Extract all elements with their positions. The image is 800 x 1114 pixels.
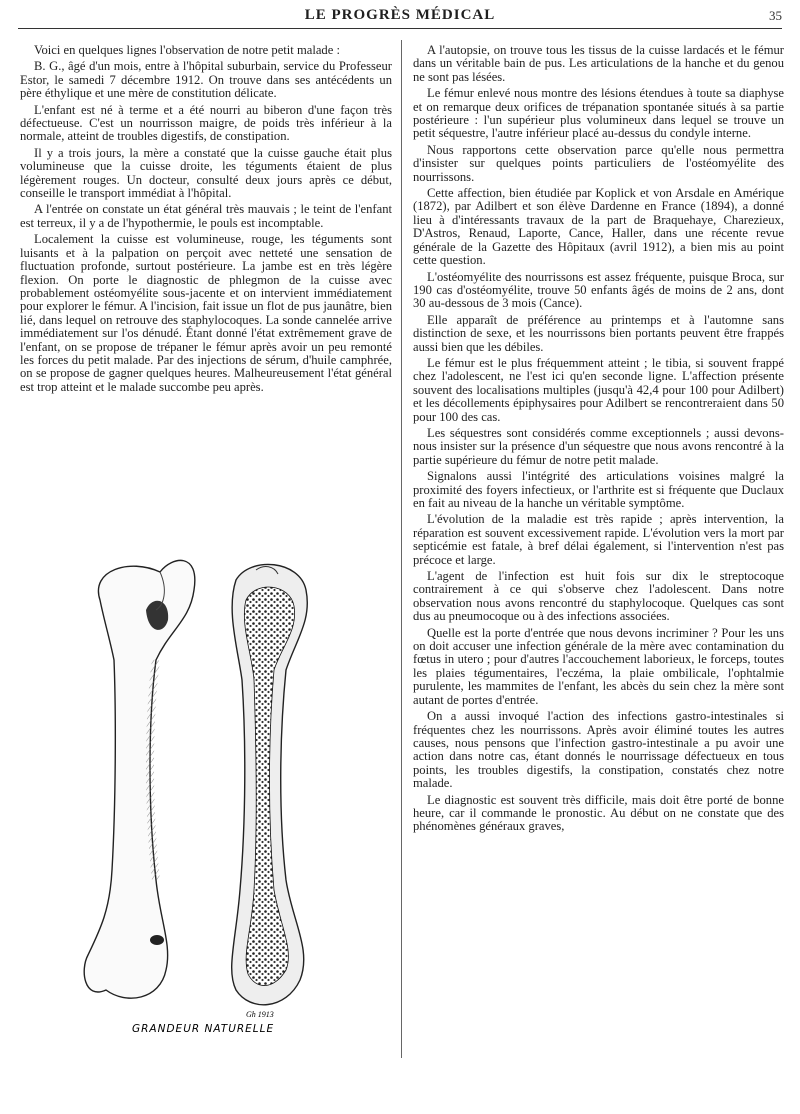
journal-title: LE PROGRÈS MÉDICAL: [304, 7, 496, 23]
artist-signature: Gh 1913: [246, 1010, 274, 1019]
paragraph: L'enfant est né à terme et a été nourri au biberon d'une façon très défectueuse. C'est un nourrisson maigre, de poids très inférieur à la normale, atteint de troubles digestifs, de constipation.: [20, 102, 392, 144]
paragraph: L'évolution de la maladie est très rapide ; après intervention, la réparation est souvent excessivement rapide. L'évolution vers la mort par septicémie est fatale, à bref délai également, si l'intervention n'est pas précoce et large.: [413, 512, 784, 567]
paragraph: Localement la cuisse est volumineuse, rouge, les téguments sont luisants et à la palpation on perçoit avec netteté une sensation de fluctuation profonde, surtout postérieure. La jambe est en très légère flexion. On porte le diagnostic de phlegmon de la cuisse avec probablement ostéomyélite sous-jacente et on intervient immédiatement pour explorer le fémur. A l'incision, fait issue un flot de pus jaunâtre, bien lié, dans lequel on retrouve des staphylocoques. La sonde cannelée arrive immédiatement sur l'os dénudé. Étant donné l'état extrêmement grave de l'enfant, on se propose de trépaner le fémur après avoir un peu remonté les forces du petit malade. Par des injections de sérum, d'huile camphrée, on se propose de gagner quelques heures. Malheureusement l'état général est trop atteint et le malade succombe peu après.: [20, 232, 392, 394]
paragraph: Le fémur enlevé nous montre des lésions étendues à toute sa diaphyse et on remarque deux orifices de trépanation spontanée situés à sa partie postérieure : l'un supérieur plus volumineux dans lequel se trouve un petit séquestre, l'autre inférieur placé au-dessus du condyle interne.: [413, 86, 784, 141]
paragraph: L'ostéomyélite des nourrissons est assez fréquente, puisque Broca, sur 190 cas d'ostéomyélite, trouve 50 enfants âgés de moins de 2 ans, dont 30 au-dessous de 3 mois (Cance).: [413, 269, 784, 311]
femur-section-view: [232, 564, 308, 1004]
femur-exterior-view: [84, 560, 195, 998]
paragraph: A l'entrée on constate un état général très mauvais ; le teint de l'enfant est terreux, il y a de l'hypothermie, le pouls est incomptable.: [20, 202, 392, 230]
paragraph: Voici en quelques lignes l'observation de notre petit malade :: [34, 43, 340, 57]
page-number: 35: [769, 8, 782, 23]
paragraph: Quelle est la porte d'entrée que nous devons incriminer ? Pour les uns on doit accuser une infection générale de la mère avec contamination du fœtus in utero ; pour d'autres l'accouchement laborieux, le forceps, toutes les plaies tégumentaires, l'eczéma, la plaie ombilicale, l'ophtalmie purulente, les mammites de l'enfant, les abcès du sein chez la mère sont autant de portes d'entrée.: [413, 625, 784, 707]
paragraph: B. G., âgé d'un mois, entre à l'hôpital suburbain, service du Professeur Estor, le samedi 7 décembre 1912. On trouve dans ses antécédents un père éthylique et une mère de constitution délicate.: [20, 59, 392, 101]
femur-illustration: [60, 550, 380, 1040]
paragraph: Signalons aussi l'intégrité des articulations voisines malgré la proximité des foyers infectieux, or l'arthrite est si fréquente que Duclaux en fait au niveau de la hanche un véritable symptôme.: [413, 469, 784, 510]
paragraph: On a aussi invoqué l'action des infections gastro-intestinales si fréquentes chez les nourrissons. Après avoir éliminé toutes les autres causes, nous pensons que l'infection gastro-intestinale a pu avoir une action dans notre cas, étant donnés le nourrissage défectueux en tous points, les troubles digestifs, la constipation, constatés chez notre malade.: [413, 709, 784, 791]
paragraph: Le diagnostic est souvent très difficile, mais doit être porté de bonne heure, car il commande le pronostic. Au début on ne constate que des phénomènes généraux graves,: [413, 792, 784, 834]
page-header: [18, 4, 782, 29]
paragraph: Les séquestres sont considérés comme exceptionnels ; aussi devons-nous insister sur la présence d'un séquestre que nous avons rencontré à la partie supérieure du fémur de notre petit malade.: [413, 425, 784, 467]
paragraph: L'agent de l'infection est huit fois sur dix le streptocoque contrairement à ce qui s'observe chez l'adolescent. Dans notre observation nous avons rencontré du staphylocoque. Quelques cas sont dus au pneumocoque ou à des infections associées.: [413, 569, 784, 624]
paragraph: Le fémur est le plus fréquemment atteint ; le tibia, si souvent frappé chez l'adolescent, ne l'est ici qu'en seconde ligne. L'affection présente souvent des localisations multiples (jusqu'à 42,4 pour 100 pour Adilbert) et les décollements épiphysaires pour Adilbert se rencontreraient dans 50 pour 100 des cas.: [413, 355, 784, 424]
right-column: [413, 44, 784, 837]
paragraph: Nous rapportons cette observation parce qu'elle nous permettra d'insister sur quelques points particuliers de l'ostéomyélite des nourrissons.: [413, 142, 784, 184]
figure-caption: GRANDEUR NATURELLE: [132, 1023, 275, 1035]
left-column: [20, 44, 392, 397]
paragraph: Il y a trois jours, la mère a constaté que la cuisse gauche était plus volumineuse que la cuisse droite, les téguments étaient de plus légèrement rouges. Un docteur, consulté deux jours après ce début, conseille le transport immédiat à l'hôpital.: [20, 145, 392, 201]
paragraph: A l'autopsie, on trouve tous les tissus de la cuisse lardacés et le fémur dans un véritable bain de pus. Les articulations de la hanche et du genou ne sont pas lésées.: [413, 43, 784, 84]
paragraph: Cette affection, bien étudiée par Koplick et von Arsdale en Amérique (1872), par Adilbert et son élève Dardenne en France (1894), a donné lieu à d'intéressants travaux de la part de Braquehaye, Charezieux, D'Astros, Renaud, Laporte, Cance, Haller, dans une récente revue générale de la Gazette des Hôpitaux (avril 1912), a bien mis au point cette question.: [413, 186, 784, 268]
paragraph: Elle apparaît de préférence au printemps et à l'automne sans distinction de sexe, et les nourrissons bien portants peuvent être frappés aussi bien que les débiles.: [413, 312, 784, 354]
column-divider: [401, 40, 402, 1058]
